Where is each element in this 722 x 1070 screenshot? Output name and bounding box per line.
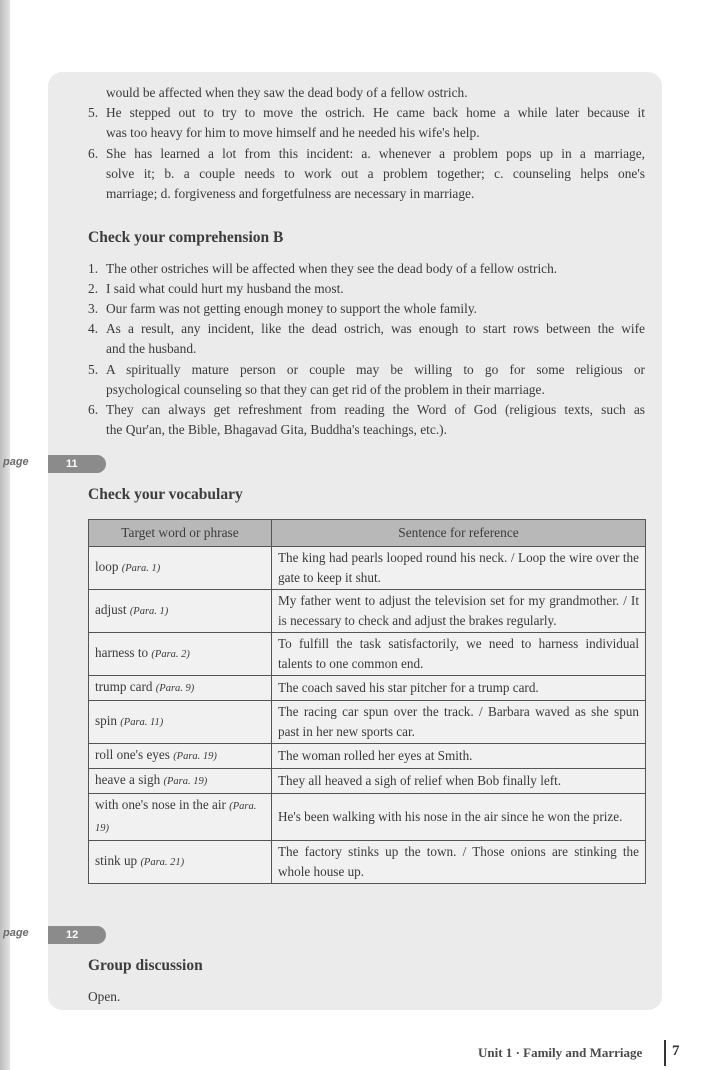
list-line: marriage; d. forgiveness and forgetfulness are necessary in marriage. — [106, 186, 475, 201]
table-header-sentence: Sentence for reference — [272, 520, 646, 547]
list-number: 4. — [88, 321, 99, 336]
table-row — [89, 701, 646, 744]
list-line: As a result, any incident, like the dead ostrich, was enough to start rows between the wife — [106, 321, 645, 336]
vocab-para: (Para. 19) — [95, 801, 257, 834]
vocabulary-title: Check your vocabulary — [88, 486, 243, 503]
list-line: She has learned a lot from this incident: a. whenever a problem pops up in a marriage, — [106, 146, 645, 161]
vocabulary-table — [88, 519, 646, 884]
page-number: 7 — [672, 1043, 680, 1059]
vocab-word: trump card — [95, 679, 153, 694]
table-row — [89, 676, 646, 701]
table-row — [89, 633, 646, 676]
vocab-para: (Para. 11) — [120, 717, 164, 728]
vocab-word-cell — [89, 701, 272, 744]
vocab-word: heave a sigh — [95, 772, 161, 787]
table-row — [89, 841, 646, 884]
table-row — [89, 547, 646, 590]
vocab-word-cell — [89, 633, 272, 676]
page-marker-number: 12 — [48, 926, 106, 944]
list-number: 3. — [88, 301, 99, 316]
vocab-word: stink up — [95, 853, 138, 868]
vocab-sentence: The woman rolled her eyes at Smith. — [272, 744, 646, 769]
vocab-sentence: The factory stinks up the town. / Those onions are stinking the whole house up. — [272, 841, 646, 884]
list-line: They can always get refreshment from reading the Word of God (religious texts, such as — [106, 402, 645, 417]
page-marker-label: page — [3, 456, 29, 468]
vocab-para: (Para. 2) — [151, 649, 190, 660]
list-line: was too heavy for him to move himself and he needed his wife's help. — [106, 125, 480, 140]
list-number: 5. — [88, 362, 99, 377]
footer-separator: · — [515, 1045, 520, 1060]
comprehension-title: Check your comprehension B — [88, 229, 284, 246]
vocab-word: spin — [95, 713, 117, 728]
vocab-sentence: They all heaved a sigh of relief when Bob finally left. — [272, 769, 646, 794]
vocab-sentence: He's been walking with his nose in the air since he won the prize. — [272, 794, 646, 841]
vocab-sentence: My father went to adjust the television set for my grandmother. / It is necessary to check and adjust the brakes regularly. — [272, 590, 646, 633]
list-line: He stepped out to try to move the ostrich. He came back home a while later because it — [106, 105, 645, 120]
vocab-word: roll one's eyes — [95, 747, 170, 762]
list-continuation: would be affected when they saw the dead body of a fellow ostrich. — [106, 85, 468, 100]
vocab-sentence: The racing car spun over the track. / Barbara waved as she spun past in her new sports car. — [272, 701, 646, 744]
vocab-word: with one's nose in the air — [95, 797, 226, 812]
table-header-row — [89, 520, 646, 547]
vocab-sentence: The king had pearls looped round his neck. / Loop the wire over the gate to keep it shut. — [272, 547, 646, 590]
list-line: Our farm was not getting enough money to support the whole family. — [106, 301, 478, 316]
vocab-para: (Para. 19) — [163, 776, 208, 787]
list-number: 6. — [88, 146, 99, 161]
vocab-word: loop — [95, 559, 119, 574]
list-line: psychological counseling so that they can get rid of the problem in their marriage. — [106, 382, 545, 397]
vocab-sentence: To fulfill the task satisfactorily, we need to harness individual talents to one common end. — [272, 633, 646, 676]
vocab-para: (Para. 1) — [129, 606, 169, 617]
list-number: 2. — [88, 281, 99, 296]
list-line: A spiritually mature person or couple may be willing to go for some religious or — [106, 362, 645, 377]
vocab-sentence: The coach saved his star pitcher for a trump card. — [272, 676, 646, 701]
footer-unit: Unit 1 — [478, 1045, 513, 1060]
table-row — [89, 794, 646, 841]
list-line: The other ostriches will be affected when they see the dead body of a fellow ostrich. — [106, 261, 558, 276]
list-number: 6. — [88, 402, 99, 417]
vocab-word-cell — [89, 676, 272, 701]
vocab-para: (Para. 19) — [173, 751, 217, 762]
discussion-text: Open. — [88, 989, 121, 1004]
page-marker-label: page — [3, 927, 29, 939]
list-line: solve it; b. a couple needs to work out a problem together; c. counseling helps one's — [106, 166, 645, 181]
footer-divider — [664, 1040, 666, 1066]
vocab-word-cell — [89, 841, 272, 884]
discussion-title: Group discussion — [88, 957, 203, 974]
table-row — [89, 769, 646, 794]
vocab-word-cell — [89, 590, 272, 633]
table-row — [89, 744, 646, 769]
list-number: 1. — [88, 261, 99, 276]
vocab-word: adjust — [95, 602, 127, 617]
vocab-word-cell — [89, 547, 272, 590]
vocab-word-cell — [89, 769, 272, 794]
vocab-para: (Para. 21) — [140, 857, 185, 868]
vocab-word-cell — [89, 744, 272, 769]
page-marker-number: 11 — [48, 455, 106, 473]
footer-title — [478, 1045, 642, 1061]
table-header-word: Target word or phrase — [89, 520, 272, 547]
vocab-word-cell — [89, 794, 272, 841]
vocab-para: (Para. 9) — [155, 683, 195, 694]
footer-chapter: Family and Marriage — [523, 1045, 643, 1060]
list-line: and the husband. — [106, 341, 197, 356]
list-line: the Qur'an, the Bible, Bhagavad Gita, Buddha's teachings, etc.). — [106, 422, 447, 437]
vocab-para: (Para. 1) — [121, 563, 161, 574]
table-row — [89, 590, 646, 633]
vocab-word: harness to — [95, 645, 149, 660]
list-number: 5. — [88, 105, 99, 120]
list-line: I said what could hurt my husband the most. — [106, 281, 344, 296]
